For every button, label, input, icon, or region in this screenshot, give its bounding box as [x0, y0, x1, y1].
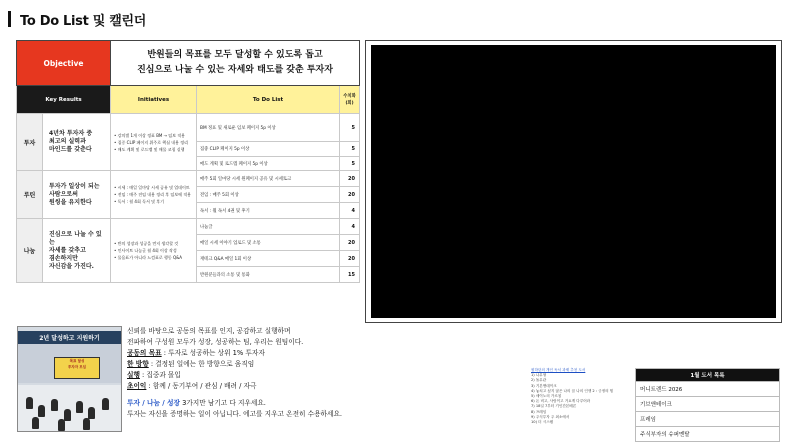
reading-item: 8) 프레임 — [531, 409, 547, 414]
todo-count: 5 — [340, 142, 360, 157]
objective-row — [17, 41, 360, 86]
okr-row — [17, 114, 360, 142]
books-header: 1월 도서 목록 — [636, 369, 780, 382]
reading-item: 1) 나무형 — [531, 373, 547, 378]
key-result-line: 사람으로써 — [49, 190, 78, 198]
comic-figure — [88, 407, 95, 419]
comic-figure — [26, 397, 33, 409]
book-item: 주식부자의 슈퍼멘탈 — [636, 427, 780, 442]
reading-list-header[interactable]: 원하던의 개인 독서 과제 추천 도서 — [531, 368, 586, 372]
comic-title: 2년 달성하고 지원하기 — [18, 331, 121, 344]
todo-count: 4 — [340, 203, 360, 219]
key-result-line: 자세를 갖추고 — [49, 246, 86, 254]
initiative-item: • 시세 : 매일 일마당 시세 공유 및 업데이트 — [114, 185, 190, 190]
message-first — [127, 381, 387, 392]
title-accent-bar — [8, 11, 11, 27]
key-result-line: 자신감을 가진다. — [49, 262, 94, 270]
first-text: : 함께 / 동기부여 / 관심 / 배려 / 자극 — [146, 382, 257, 390]
reading-item: 2) 돌무관 — [531, 378, 547, 383]
key-result-sharing — [43, 219, 111, 283]
initiative-item: • 매도 계획 및 로드맵 및 매물 코칭 실행 — [114, 146, 185, 152]
todo-count: 20 — [340, 235, 360, 251]
message-direction — [127, 359, 387, 370]
key-result-invest — [43, 114, 111, 171]
header-count-line: (회) — [345, 100, 354, 106]
initiative-item: • 전임 : 매주 전임 내용 정리 후 임보에 적용 — [114, 192, 191, 197]
message-closing — [127, 398, 387, 409]
initiatives-sharing — [111, 219, 197, 283]
comic-sign-line: 목표 달성 — [69, 359, 85, 363]
key-result-line: 원씽을 유지한다 — [49, 198, 92, 206]
header-initiatives: Initiatives — [111, 86, 197, 114]
okr-table — [16, 40, 360, 283]
comic-figure — [32, 417, 39, 429]
todo-count: 5 — [340, 157, 360, 171]
initiative-item: • 물음표가 아니라 느낌표로 행동 Q&A — [114, 255, 182, 260]
execute-text: : 집중과 몰입 — [139, 371, 181, 379]
message-line: 전파하여 구성원 모두가 성장, 성공하는 팀, 우리는 원팀이다. — [127, 338, 304, 346]
comic-figure — [76, 401, 83, 413]
message-line: 신뢰를 바탕으로 공동의 목표를 인지, 공감하고 실행하며 — [127, 327, 291, 335]
message-closing2: 투자는 자신을 증명하는 일이 아닙니다. 에고를 지우고 온전히 수용하세요. — [127, 410, 343, 418]
comic-figure — [58, 419, 65, 431]
page-title: To Do List 및 캘린더 — [20, 13, 147, 29]
comic-figure — [51, 399, 58, 411]
todo-count: 20 — [340, 187, 360, 203]
reading-item: 10) 더 시스템 — [531, 420, 554, 425]
category-sharing: 나눔 — [17, 219, 43, 283]
key-result-line: 4년차 투자자 중 — [49, 130, 93, 137]
message-execute — [127, 370, 387, 381]
todo-item: 집중 CLIP 페이지 5p 이상 — [197, 142, 340, 157]
todo-item: 나눔글 — [197, 219, 340, 235]
closing-text: 3가지만 남기고 다 지우세요. — [179, 399, 266, 407]
objective-label: Objective — [17, 41, 111, 86]
header-count — [340, 86, 360, 114]
todo-count: 15 — [340, 267, 360, 283]
todo-item: 매도 계획 및 로드맵 페이지 5p 이상 — [197, 157, 340, 171]
direction-text: : 결정된 일에는 한 방향으로 움직임 — [148, 360, 255, 368]
key-result-line: 겸손하지만 — [49, 254, 78, 262]
initiative-item: • 독서 : 월 4회 독서 및 후기 — [114, 199, 164, 204]
book-item: 기브앤테이크 — [636, 397, 780, 412]
calendar-embed-frame[interactable] — [365, 40, 782, 323]
goal-text: : 투자로 성공하는 상위 1% 투자자 — [161, 349, 265, 357]
comic-figure — [102, 398, 109, 410]
key-result-line: 진심으로 나눌 수 있는 — [49, 230, 102, 246]
key-result-line: 최고의 실력과 — [49, 138, 86, 145]
comic-thumbnail — [17, 326, 122, 432]
todo-item: 매주 5회 일마당 시세 원페이지 공유 및 시세토크 — [197, 171, 340, 187]
todo-count: 4 — [340, 219, 360, 235]
comic-sign — [54, 357, 100, 379]
okr-row — [17, 171, 360, 187]
header-todo: To Do List — [197, 86, 340, 114]
category-routine: 루틴 — [17, 171, 43, 219]
initiative-item: • 반의 성장과 성공을 먼저 생각할 것 — [114, 241, 179, 246]
first-label: 초이익 — [127, 382, 147, 390]
key-result-line: 마인드를 갖춘다 — [49, 146, 92, 153]
key-result-routine — [43, 171, 111, 219]
todo-count: 20 — [340, 171, 360, 187]
header-count-line: 수치화 — [343, 93, 356, 99]
todo-item: 독서 : 월 독서 4권 및 후기 — [197, 203, 340, 219]
reading-item: 4) 놓치고 싶지 않은 나의 꿈 나의 인생 2 : 긍정의 힘 — [531, 388, 614, 393]
todo-count: 20 — [340, 251, 360, 267]
page-title-bar — [8, 10, 146, 28]
direction-label: 한 방향 — [127, 360, 149, 368]
objective-line: 진심으로 나눌 수 있는 자세와 태도를 갖춘 투자자 — [137, 65, 333, 75]
monthly-books-table — [635, 368, 780, 442]
closing-highlight: 투자 / 나눔 / 성장 — [127, 399, 180, 407]
reading-item: 9) 주식투자 주 최소에서 — [531, 414, 570, 419]
initiative-item: • 집중 CLIP 페이지 위주로 핵심 내용 정리 — [114, 139, 188, 145]
comic-figure — [83, 418, 90, 430]
header-key-results: Key Results — [17, 86, 111, 114]
key-result-line: 투자가 일상이 되는 — [49, 182, 100, 190]
reading-item: 7) 18일 7부터 기인간본배론 — [531, 404, 577, 409]
calendar-embed-blank — [371, 45, 776, 318]
comic-figure — [64, 409, 71, 421]
initiatives-invest — [111, 114, 197, 171]
okr-row — [17, 219, 360, 235]
book-item: 머니트렌드 2026 — [636, 382, 780, 397]
todo-count: 5 — [340, 114, 360, 142]
category-invest: 투자 — [17, 114, 43, 171]
message-goal — [127, 348, 387, 359]
book-item: 프레임 — [636, 412, 780, 427]
objective-text — [111, 41, 360, 86]
recommended-reading-list — [531, 368, 629, 425]
todo-item: 반원분들과의 소통 및 통화 — [197, 267, 340, 283]
todo-item: BM 정표 및 새로운 임보 페이지 5p 이상 — [197, 114, 340, 142]
initiative-item: • 인사이트 나눔글 월 4회 이상 작성 — [114, 248, 177, 253]
todo-item: 전임 : 매주 5회 이상 — [197, 187, 340, 203]
reading-item: 6) 돈 비고, 사람이고 거요게 다루어라 — [531, 399, 591, 404]
todo-item: 매일 시세 이야기 업로드 및 소통 — [197, 235, 340, 251]
initiatives-routine — [111, 171, 197, 219]
goal-label: 공동의 목표 — [127, 349, 162, 357]
okr-header-row — [17, 86, 360, 114]
initiative-item: • 강의별 1개 이상 정표 BM → 임보 적용 — [114, 132, 186, 138]
comic-figure — [38, 405, 45, 417]
comic-sign-line: 투자자 모임 — [67, 365, 87, 369]
todo-item: 재테크 Q&A 매일 1회 이상 — [197, 251, 340, 267]
objective-line: 반원들의 목표를 모두 달성할 수 있도록 돕고 — [147, 50, 323, 60]
reading-item: 5) 세이노의 가르침 — [531, 394, 562, 399]
execute-label: 실행 — [127, 371, 140, 379]
reading-item: 3) 기본앤데이크 — [531, 383, 557, 388]
team-message — [127, 326, 387, 420]
